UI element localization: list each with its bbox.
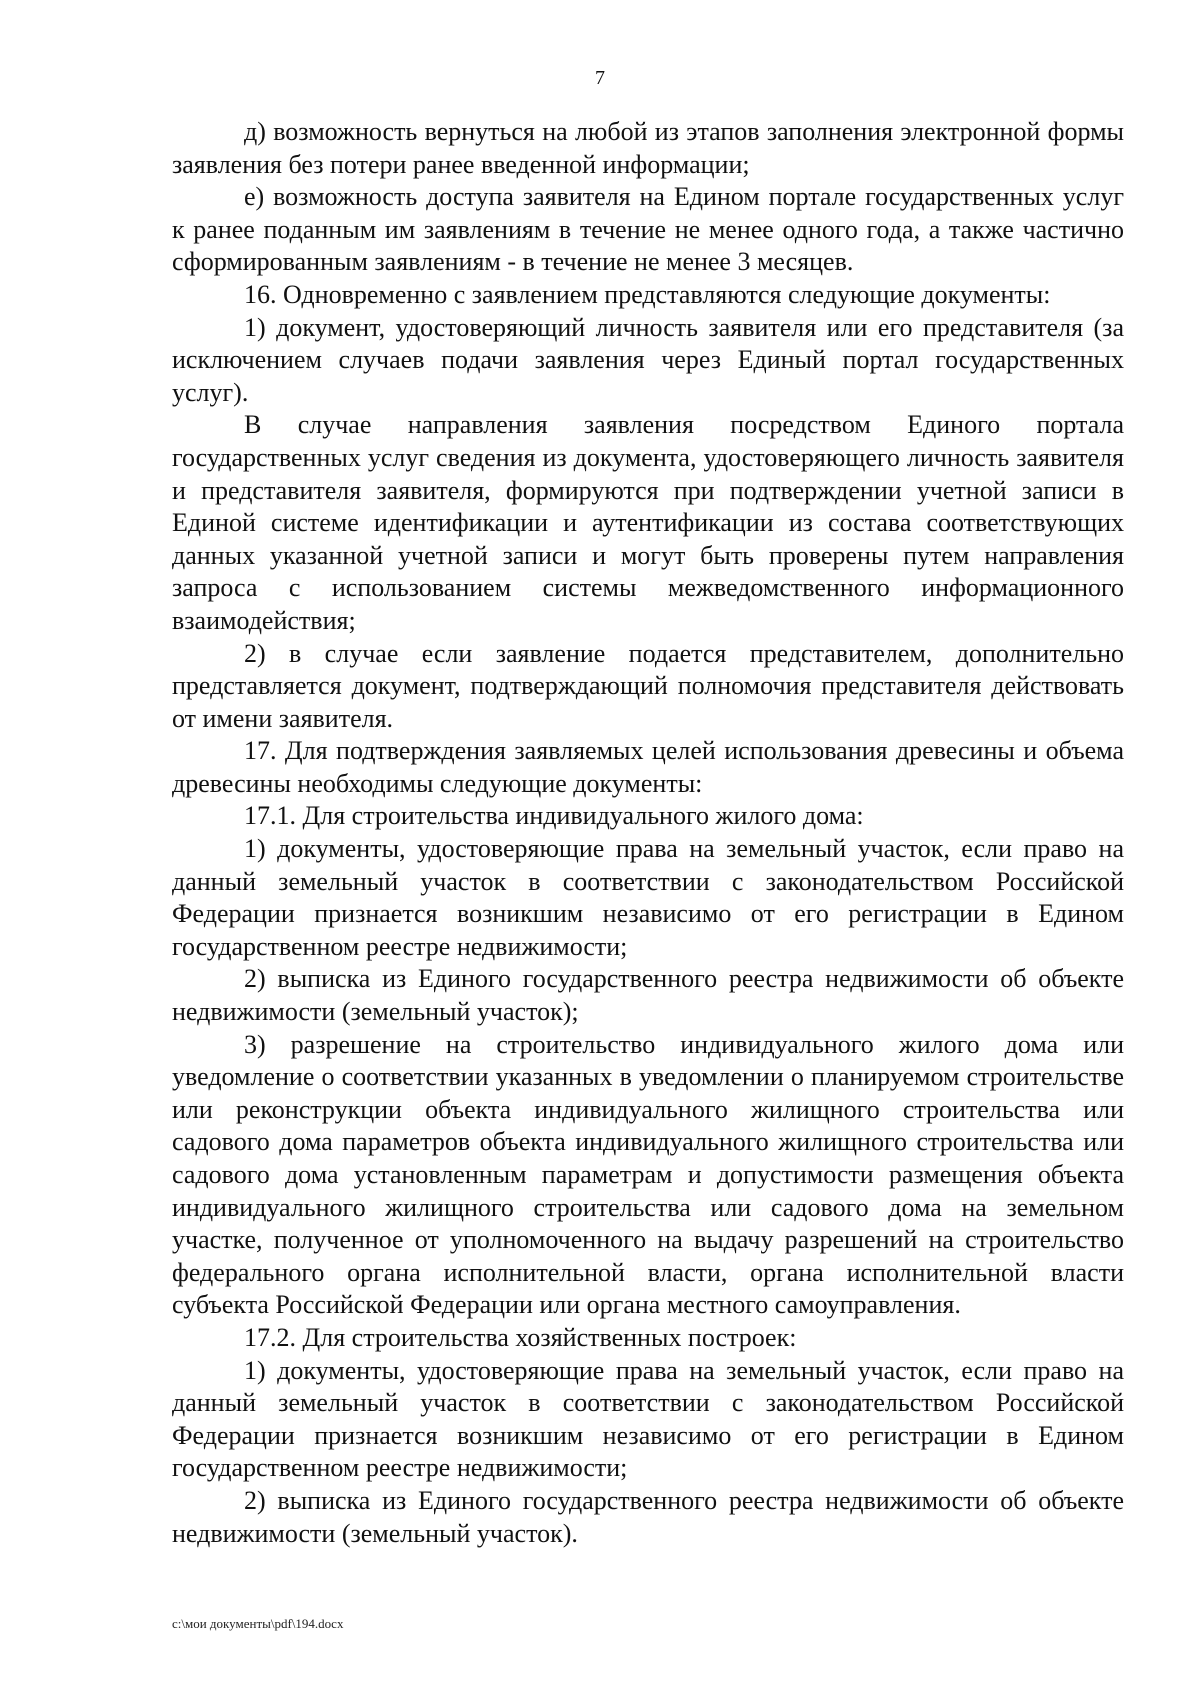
footer-file-path: c:\мои документы\pdf\194.docx xyxy=(172,1616,344,1631)
paragraph-17-1-item-1: 1) документы, удостоверяющие права на земельный участок, если право на данный земельный участок в соответствии с законодательством Российской Федерации признается возникшим независимо от его регистрации в Едином государственном реестре недвижимости; xyxy=(172,834,1124,961)
paragraph-16-portal-case: В случае направления заявления посредством Единого портала государственных услуг сведения из документа, удостоверяющего личность заявителя и представителя заявителя, формируются при подтверждении учетной записи в Единой системе идентификации и аутентификации из состава соответствующих данных указанной учетной записи и могут быть проверены путем направления запроса с использованием системы межведомственного информационного взаимодействия; xyxy=(172,410,1124,635)
document-body xyxy=(172,116,1124,1550)
paragraph-16-item-1: 1) документ, удостоверяющий личность заявителя или его представителя (за исключением случаев подачи заявления через Единый портал государственных услуг). xyxy=(172,312,1124,407)
paragraph-17-heading: 17. Для подтверждения заявляемых целей использования древесины и объема древесины необходимы следующие документы: xyxy=(172,736,1124,798)
paragraph-17-1-item-3: 3) разрешение на строительство индивидуального жилого дома или уведомление о соответствии указанных в уведомлении о планируемом строительстве или реконструкции объекта индивидуального жилищного строительства или садового дома параметров объекта индивидуального жилищного строительства или садового дома установленным параметрам и допустимости размещения объекта индивидуального жилищного строительства или садового дома на земельном участке, полученное от уполномоченного на выдачу разрешений на строительство федерального органа исполнительной власти, органа исполнительной власти субъекта Российской Федерации или органа местного самоуправления. xyxy=(172,1029,1124,1320)
paragraph-16-item-2: 2) в случае если заявление подается представителем, дополнительно представляется документ, подтверждающий полномочия представителя действовать от имени заявителя. xyxy=(172,638,1124,733)
paragraph-17-2-item-1: 1) документы, удостоверяющие права на земельный участок, если право на данный земельный участок в соответствии с законодательством Российской Федерации признается возникшим независимо от его регистрации в Едином государственном реестре недвижимости; xyxy=(172,1355,1124,1483)
paragraph-16-documents-heading: 16. Одновременно с заявлением представляются следующие документы: xyxy=(244,279,1051,309)
paragraph-e-access-to-applications: е) возможность доступа заявителя на Едином портале государственных услуг к ранее поданным им заявлениям в течение не менее одного года, а также частично сформированным заявлениям - в течение не менее 3 месяцев. xyxy=(172,182,1124,277)
paragraph-17-1-heading: 17.1. Для строительства индивидуального жилого дома: xyxy=(244,801,864,831)
paragraph-d-return-to-stage: д) возможность вернуться на любой из этапов заполнения электронной формы заявления без потери ранее введенной информации; xyxy=(172,117,1124,179)
paragraph-17-1-item-2: 2) выписка из Единого государственного реестра недвижимости об объекте недвижимости (земельный участок); xyxy=(172,964,1124,1027)
paragraph-17-2-heading: 17.2. Для строительства хозяйственных построек: xyxy=(244,1322,797,1352)
paragraph-17-2-item-2: 2) выписка из Единого государственного реестра недвижимости об объекте недвижимости (земельный участок). xyxy=(172,1485,1124,1548)
page-number: 7 xyxy=(595,67,605,89)
